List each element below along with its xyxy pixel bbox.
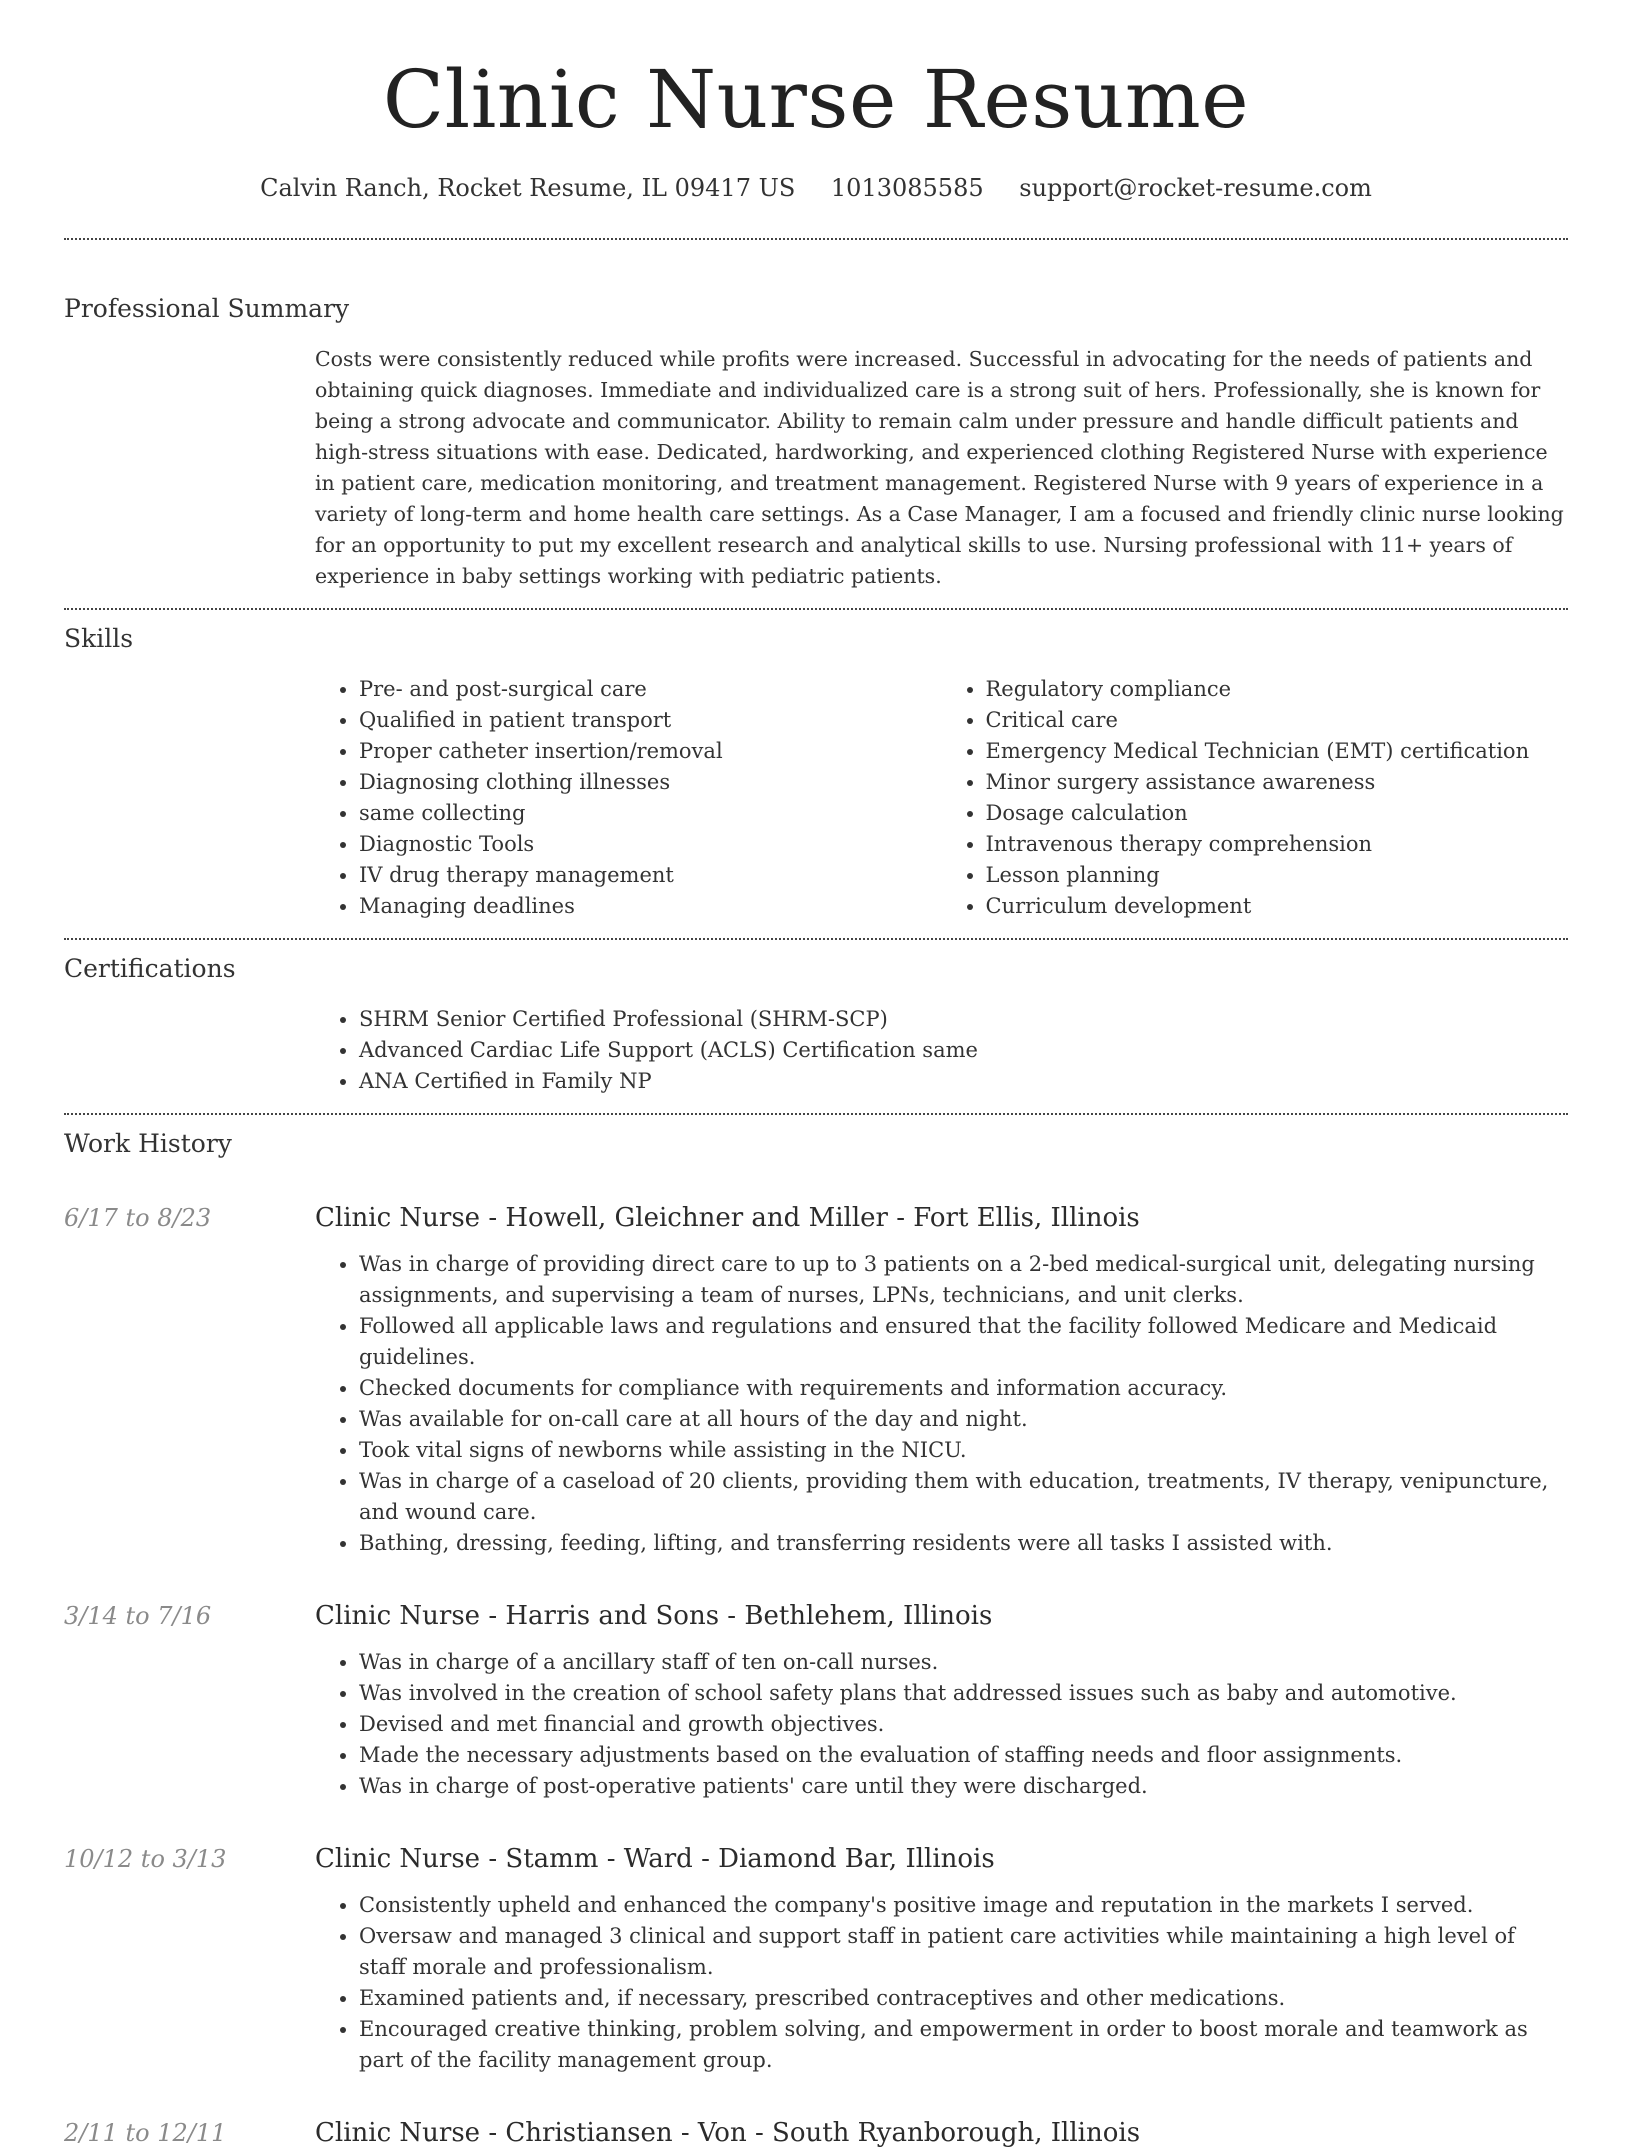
list-item: • Oversaw and managed 3 clinical and support staff in patient care activities while maintaining a high level of staff morale and professionalism. — [359, 1921, 1568, 1983]
certifications-list — [315, 1004, 1568, 1097]
skills-section — [64, 610, 1568, 922]
list-item: • Managing deadlines — [359, 891, 942, 922]
list-item: • Critical care — [986, 705, 1569, 736]
list-item: • Diagnostic Tools — [359, 829, 942, 860]
job-dates: 3/14 to 7/16 — [64, 1602, 212, 1630]
list-item: • Checked documents for compliance with requirements and information accuracy. — [359, 1373, 1568, 1404]
skills-list-left — [315, 674, 942, 922]
job-entry — [64, 1201, 1568, 1559]
list-item: • Was in charge of a ancillary staff of ten on-call nurses. — [359, 1647, 1568, 1678]
list-item: • Emergency Medical Technician (EMT) certification — [986, 736, 1569, 767]
summary-section — [64, 240, 1568, 592]
list-item: • Examined patients and, if necessary, prescribed contraceptives and other medications. — [359, 1983, 1568, 2014]
job-entry — [64, 1599, 1568, 1802]
job-title: Clinic Nurse - Harris and Sons - Bethlehem, Illinois — [315, 1601, 993, 1631]
work-history-section — [64, 1115, 1568, 2150]
summary-text: Costs were consistently reduced while profits were increased. Successful in advocating for the needs of patients and obtaining quick diagnoses. Immediate and individualized care is a strong suit of hers. Professionally, she is known for being a strong advocate and communicator. Ability to remain calm under pressure and handle difficult patients and high-stress situations with ease. Dedicated, hardworking, and experienced clothing Registered Nurse with experience in patient care, medication monitoring, and treatment management. Registered Nurse with 9 years of experience in a variety of long-term and home health care settings. As a Case Manager, I am a focused and friendly clinic nurse looking for an opportunity to put my excellent research and analytical skills to use. Nursing professional with 11+ years of experience in baby settings working with pediatric patients. — [315, 347, 1564, 588]
job-bullets — [315, 1249, 1568, 1559]
job-title: Clinic Nurse - Christiansen - Von - South Ryanborough, Illinois — [315, 2118, 1141, 2148]
job-dates: 10/12 to 3/13 — [64, 1845, 227, 1873]
list-item: • Advanced Cardiac Life Support (ACLS) Certification same — [359, 1035, 1568, 1066]
list-item: • Dosage calculation — [986, 798, 1569, 829]
list-item: • Took vital signs of newborns while assisting in the NICU. — [359, 1435, 1568, 1466]
email-link[interactable]: support@rocket-resume.com — [1019, 174, 1372, 202]
list-item: • Regulatory compliance — [986, 674, 1569, 705]
job-title: Clinic Nurse - Stamm - Ward - Diamond Bar, Illinois — [315, 1844, 995, 1874]
address-text: Calvin Ranch, Rocket Resume, IL 09417 US — [260, 174, 796, 202]
job-entry — [64, 2116, 1568, 2150]
job-title: Clinic Nurse - Howell, Gleichner and Miller - Fort Ellis, Illinois — [315, 1203, 1140, 1233]
list-item: • Was in charge of providing direct care to up to 3 patients on a 2-bed medical-surgical unit, delegating nursing assignments, and supervising a team of nurses, LPNs, technicians, and unit clerks. — [359, 1249, 1568, 1311]
list-item: • IV drug therapy management — [359, 860, 942, 891]
list-item: • Followed all applicable laws and regulations and ensured that the facility followed Medicare and Medicaid guidelines. — [359, 1311, 1568, 1373]
list-item: • Bathing, dressing, feeding, lifting, and transferring residents were all tasks I assisted with. — [359, 1528, 1568, 1559]
list-item: • Qualified in patient transport — [359, 705, 942, 736]
resume-page — [64, 0, 1568, 2150]
resume-header — [64, 0, 1568, 204]
list-item: • same collecting — [359, 798, 942, 829]
phone-text: 1013085585 — [830, 174, 984, 202]
list-item: • Curriculum development — [986, 891, 1569, 922]
list-item: • SHRM Senior Certified Professional (SHRM-SCP) — [359, 1004, 1568, 1035]
list-item: • Proper catheter insertion/removal — [359, 736, 942, 767]
job-dates: 2/11 to 12/11 — [64, 2119, 227, 2147]
list-item: • Was involved in the creation of school safety plans that addressed issues such as baby and automotive. — [359, 1678, 1568, 1709]
list-item: • Was in charge of post-operative patients' care until they were discharged. — [359, 1771, 1568, 1802]
job-list — [64, 1201, 1568, 2150]
list-item: • ANA Certified in Family NP — [359, 1066, 1568, 1097]
work-history-heading: Work History — [64, 1129, 232, 1158]
list-item: • Pre- and post-surgical care — [359, 674, 942, 705]
list-item: • Intravenous therapy comprehension — [986, 829, 1569, 860]
list-item: • Lesson planning — [986, 860, 1569, 891]
summary-heading: Professional Summary — [64, 294, 350, 323]
list-item: • Diagnosing clothing illnesses — [359, 767, 942, 798]
skills-heading: Skills — [64, 624, 134, 653]
list-item: • Was available for on-call care at all hours of the day and night. — [359, 1404, 1568, 1435]
certifications-section — [64, 940, 1568, 1097]
job-bullets — [315, 1647, 1568, 1802]
list-item: • Made the necessary adjustments based on the evaluation of staffing needs and floor assignments. — [359, 1740, 1568, 1771]
contact-line — [64, 172, 1568, 204]
certifications-heading: Certifications — [64, 954, 236, 983]
job-bullets — [315, 1890, 1568, 2076]
skills-list-right — [942, 674, 1569, 922]
list-item: • Devised and met financial and growth objectives. — [359, 1709, 1568, 1740]
list-item: • Was in charge of a caseload of 20 clients, providing them with education, treatments, IV therapy, venipuncture, and wound care. — [359, 1466, 1568, 1528]
list-item: • Encouraged creative thinking, problem solving, and empowerment in order to boost morale and teamwork as part of the facility management group. — [359, 2014, 1568, 2076]
job-entry — [64, 1842, 1568, 2076]
list-item: • Consistently upheld and enhanced the company's positive image and reputation in the markets I served. — [359, 1890, 1568, 1921]
job-dates: 6/17 to 8/23 — [64, 1204, 212, 1232]
list-item: • Minor surgery assistance awareness — [986, 767, 1569, 798]
page-title: Clinic Nurse Resume — [382, 53, 1250, 146]
